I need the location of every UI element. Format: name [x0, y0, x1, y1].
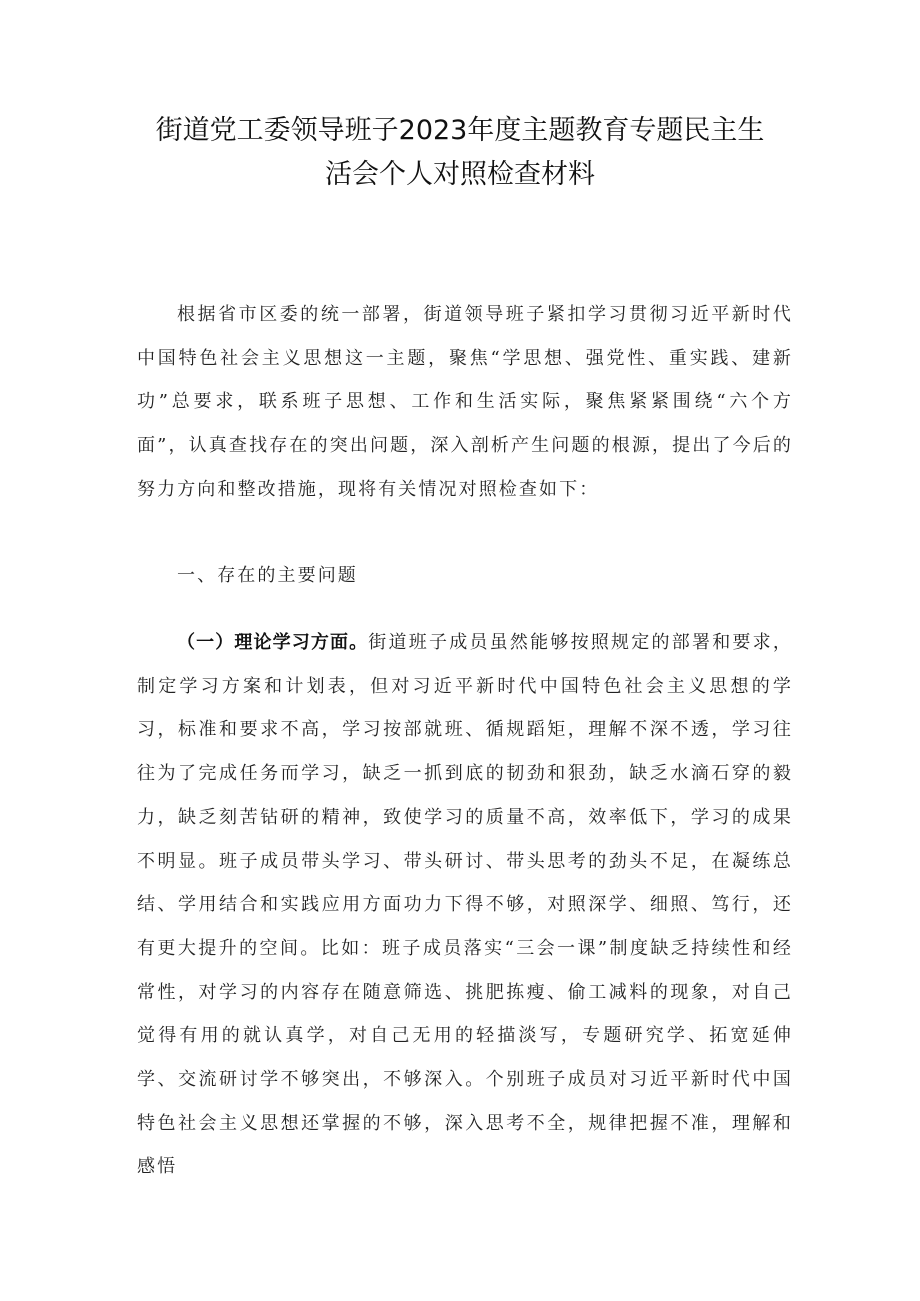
document-title	[120, 109, 800, 197]
subsection-body: 街道班子成员虽然能够按照规定的部署和要求，制定学习方案和计划表，但对习近平新时代中国特色社会主义思想的学习，标准和要求不高，学习按部就班、循规蹈矩，理解不深不透，学习往往为了完成任务而学习，缺乏一抓到底的韧劲和狠劲，缺乏水滴石穿的毅力，缺乏刻苦钻研的精神，致使学习的质量不高，效率低下，学习的成果不明显。班子成员带头学习、带头研讨、带头思考的劲头不足，在凝练总结、学用结合和实践应用方面功力下得不够，对照深学、细照、笃行，还有更大提升的空间。比如：班子成员落实“三会一课”制度缺乏持续性和经常性，对学习的内容存在随意筛选、挑肥拣瘦、偷工减料的现象，对自己觉得有用的就认真学，对自己无用的轻描淡写，专题研究学、拓宽延伸学、交流研讨学不够突出，不够深入。个别班子成员对习近平新时代中国特色社会主义思想还掌握的不够，深入思考不全，规律把握不准，理解和感悟	[137, 632, 793, 1178]
subsection-lead: （一）理论学习方面。	[177, 632, 369, 653]
title-line-2: 活会个人对照检查材料	[325, 159, 595, 190]
section-heading: 一、存在的主要问题	[177, 565, 358, 586]
theory-study-paragraph	[137, 621, 793, 1189]
title-line-1: 街道党工委领导班子2023年度主题教育专题民主生	[155, 115, 765, 146]
intro-paragraph: 根据省市区委的统一部署，街道领导班子紧扣学习贯彻习近平新时代中国特色社会主义思想这一主题，聚焦“学思想、强党性、重实践、建新功”总要求，联系班子思想、工作和生活实际，聚焦紧紧围绕“六个方面”，认真查找存在的突出问题，深入剖析产生问题的根源，提出了今后的努力方向和整改措施，现将有关情况对照检查如下：	[137, 304, 793, 500]
